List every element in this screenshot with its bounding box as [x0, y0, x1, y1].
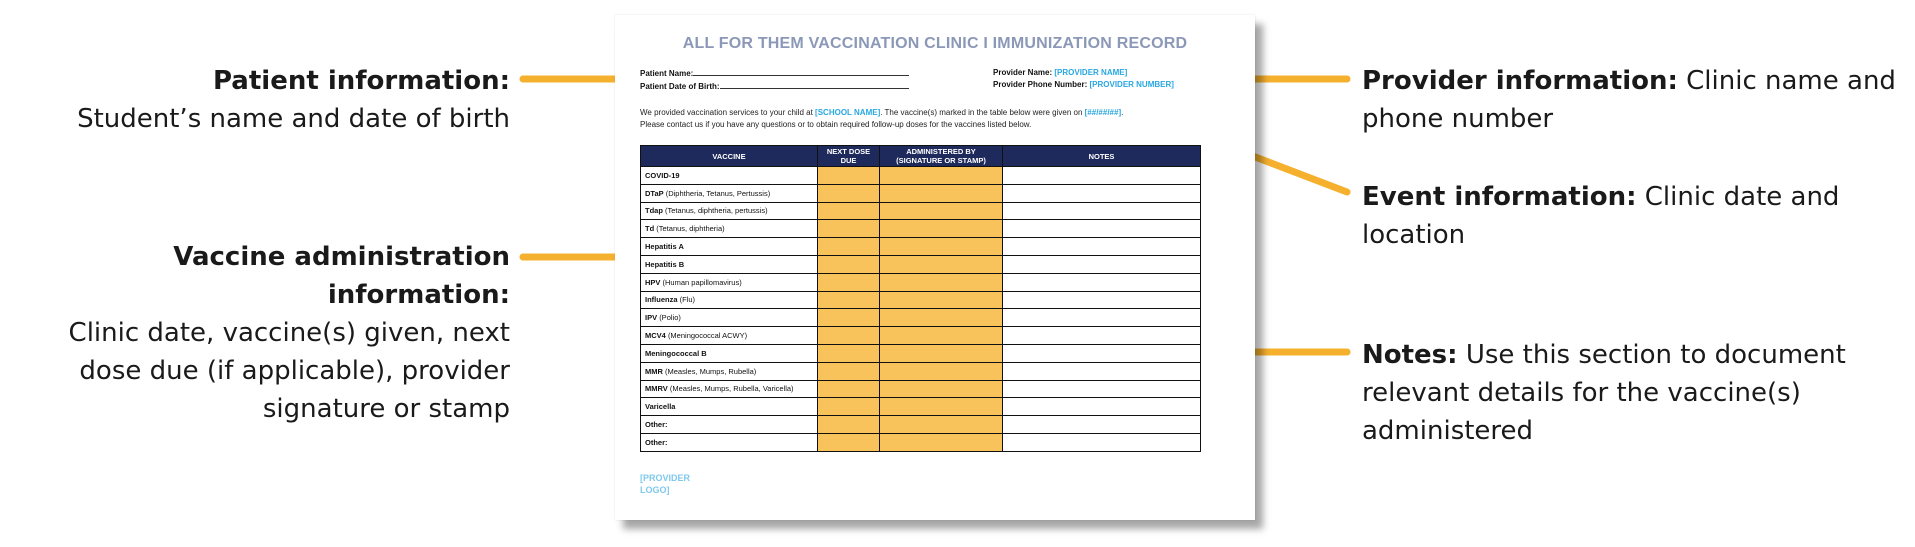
patient-info-heading: Patient information:	[212, 66, 510, 96]
provider-logo-placeholder	[640, 472, 690, 496]
table-row	[641, 184, 1201, 202]
table-row	[641, 327, 1201, 345]
provider-name-value: [PROVIDER NAME]	[1054, 68, 1128, 77]
next-dose-cell[interactable]	[818, 398, 880, 416]
notes-cell[interactable]	[1003, 184, 1201, 202]
patient-dob-field[interactable]	[720, 80, 909, 89]
event-info-heading: Event information:	[1362, 182, 1637, 212]
patient-name-label: Patient Name:	[640, 69, 694, 78]
patient-info-text: Student’s name and date of birth	[77, 104, 510, 134]
notes-cell[interactable]	[1003, 202, 1201, 220]
vaccine-name: Varicella	[645, 402, 676, 412]
vaccine-name: Tdap	[645, 206, 663, 216]
vaccine-name-cell	[641, 184, 818, 202]
document-title: ALL FOR THEM VACCINATION CLINIC I IMMUNIZATION RECORD	[682, 35, 1188, 52]
next-dose-cell[interactable]	[818, 380, 880, 398]
notes-cell[interactable]	[1003, 291, 1201, 309]
notes-cell[interactable]	[1003, 327, 1201, 345]
notes-cell[interactable]	[1003, 273, 1201, 291]
administered-by-cell[interactable]	[880, 433, 1003, 451]
vaccine-name-cell	[641, 167, 818, 185]
table-row	[641, 255, 1201, 273]
vaccine-name: COVID-19	[645, 170, 680, 180]
vaccine-name-cell	[641, 398, 818, 416]
administered-by-cell[interactable]	[880, 327, 1003, 345]
vaccine-name: Hepatitis B	[645, 259, 685, 269]
vaccine-name-cell	[641, 273, 818, 291]
vaccine-detail: (Measles, Mumps, Rubella, Varicella)	[669, 384, 794, 394]
administered-by-cell[interactable]	[880, 380, 1003, 398]
vaccine-name: Meningococcal B	[645, 348, 707, 358]
notes-text-3: administered	[1362, 416, 1534, 446]
provider-phone-value: [PROVIDER NUMBER]	[1089, 80, 1174, 89]
administered-by-cell[interactable]	[880, 273, 1003, 291]
event-info-text-2: location	[1362, 220, 1466, 250]
vaccine-name: MMRV	[645, 384, 668, 394]
patient-name-field[interactable]	[693, 67, 909, 76]
patient-dob-label: Patient Date of Birth:	[640, 82, 720, 91]
vaccine-name-cell	[641, 255, 818, 273]
table-row	[641, 398, 1201, 416]
next-dose-cell[interactable]	[818, 433, 880, 451]
next-dose-cell[interactable]	[818, 309, 880, 327]
notes-cell[interactable]	[1003, 309, 1201, 327]
notes-heading: Notes:	[1362, 340, 1458, 370]
vaccine-admin-heading: Vaccine administration information:	[173, 242, 510, 310]
vaccine-name: Influenza	[645, 295, 678, 305]
table-row	[641, 416, 1201, 434]
table-row	[641, 380, 1201, 398]
table-row	[641, 220, 1201, 238]
school-name: [SCHOOL NAME]	[815, 108, 881, 117]
provider-name-label: Provider Name:	[993, 68, 1053, 77]
next-dose-cell[interactable]	[818, 344, 880, 362]
vaccine-detail: (Human papillomavirus)	[662, 277, 742, 287]
header-admin-1: ADMINISTERED BY	[906, 147, 976, 156]
event-info-text: Clinic date and	[1644, 182, 1840, 212]
vaccine-name-cell	[641, 291, 818, 309]
vaccine-name: Other:	[645, 420, 668, 430]
administered-by-cell[interactable]	[880, 220, 1003, 238]
administered-by-cell[interactable]	[880, 167, 1003, 185]
vaccine-name-cell	[641, 202, 818, 220]
notes-cell[interactable]	[1003, 380, 1201, 398]
vaccine-name-cell	[641, 416, 818, 434]
administered-by-cell[interactable]	[880, 184, 1003, 202]
administered-by-cell[interactable]	[880, 202, 1003, 220]
administered-by-cell[interactable]	[880, 255, 1003, 273]
vaccine-name-cell	[641, 433, 818, 451]
next-dose-cell[interactable]	[818, 273, 880, 291]
administered-by-cell[interactable]	[880, 344, 1003, 362]
vaccine-admin-text-1: Clinic date, vaccine(s) given, next	[68, 318, 510, 348]
vaccine-name: HPV	[645, 277, 661, 287]
provider-info-text-2: phone number	[1362, 104, 1554, 134]
next-dose-cell[interactable]	[818, 184, 880, 202]
vaccine-name: IPV	[645, 313, 658, 323]
intro-text-2: . The vaccine(s) marked in the table below were given on	[880, 108, 1085, 117]
next-dose-cell[interactable]	[818, 202, 880, 220]
vaccine-name: MCV4	[645, 331, 666, 341]
administered-by-cell[interactable]	[880, 416, 1003, 434]
vaccine-detail: (Tetanus, diphtheria)	[656, 224, 725, 234]
vaccine-name-cell	[641, 327, 818, 345]
header-next-dose-2: DUE	[840, 156, 857, 165]
logo-line-2: LOGO]	[640, 485, 670, 495]
notes-cell[interactable]	[1003, 220, 1201, 238]
header-notes: NOTES	[1003, 146, 1201, 167]
immunization-record-document	[615, 15, 1255, 520]
next-dose-cell[interactable]	[818, 416, 880, 434]
vaccine-name: Td	[645, 224, 655, 234]
vaccine-detail: (Polio)	[659, 313, 681, 323]
provider-info-heading: Provider information:	[1362, 66, 1678, 96]
vaccine-name: Other:	[645, 437, 668, 447]
notes-cell[interactable]	[1003, 255, 1201, 273]
notes-cell[interactable]	[1003, 238, 1201, 256]
header-admin-2: (SIGNATURE OR STAMP)	[896, 156, 986, 165]
intro-text-3: .	[1121, 108, 1124, 117]
next-dose-cell[interactable]	[818, 255, 880, 273]
vaccine-name: Hepatitis A	[645, 242, 684, 252]
header-administered-by	[880, 146, 1003, 167]
vaccine-name-cell	[641, 344, 818, 362]
vaccine-detail: (Tetanus, diphtheria, pertussis)	[665, 206, 768, 216]
vaccine-detail: (Diphtheria, Tetanus, Pertussis)	[665, 188, 771, 198]
header-next-dose-1: NEXT DOSE	[826, 147, 871, 156]
next-dose-cell[interactable]	[818, 291, 880, 309]
logo-line-1: [PROVIDER	[640, 473, 691, 483]
vaccine-name-cell	[641, 309, 818, 327]
table-header-row	[641, 146, 1201, 167]
notes-cell[interactable]	[1003, 362, 1201, 380]
vaccine-table	[640, 145, 1201, 452]
provider-fields	[993, 67, 1174, 91]
header-next-dose	[818, 146, 880, 167]
notes-cell[interactable]	[1003, 167, 1201, 185]
intro-line-2: Please contact us if you have any questions or to obtain required follow-up doses for the vaccines listed below.	[640, 120, 1032, 129]
vaccine-detail: (Measles, Mumps, Rubella)	[665, 366, 757, 376]
clinic-date: [##/##/##]	[1084, 108, 1122, 117]
vaccine-detail: (Flu)	[679, 295, 696, 305]
next-dose-cell[interactable]	[818, 327, 880, 345]
next-dose-cell[interactable]	[818, 167, 880, 185]
notes-cell[interactable]	[1003, 398, 1201, 416]
administered-by-cell[interactable]	[880, 309, 1003, 327]
intro-paragraph	[640, 107, 1230, 131]
vaccine-admin-text-2: dose due (if applicable), provider	[79, 356, 510, 386]
vaccine-name-cell	[641, 362, 818, 380]
table-row	[641, 362, 1201, 380]
vaccine-name-cell	[641, 380, 818, 398]
table-row	[641, 273, 1201, 291]
vaccine-name-cell	[641, 220, 818, 238]
administered-by-cell[interactable]	[880, 291, 1003, 309]
notes-text: Use this section to document	[1465, 340, 1846, 370]
provider-phone-label: Provider Phone Number:	[993, 80, 1088, 89]
vaccine-name-cell	[641, 238, 818, 256]
vaccine-name: MMR	[645, 366, 663, 376]
table-row	[641, 167, 1201, 185]
vaccine-name: DTaP	[645, 188, 664, 198]
table-row	[641, 202, 1201, 220]
notes-cell[interactable]	[1003, 433, 1201, 451]
next-dose-cell[interactable]	[818, 238, 880, 256]
table-row	[641, 291, 1201, 309]
vaccine-table-body	[641, 167, 1201, 452]
administered-by-cell[interactable]	[880, 362, 1003, 380]
administered-by-cell[interactable]	[880, 398, 1003, 416]
vaccine-detail: (Meningococcal ACWY)	[667, 331, 748, 341]
intro-text-1: We provided vaccination services to your child at	[640, 108, 816, 117]
notes-text-2: relevant details for the vaccine(s)	[1362, 378, 1801, 408]
table-row	[641, 238, 1201, 256]
provider-info-text: Clinic name and	[1686, 66, 1896, 96]
header-vaccine: VACCINE	[641, 146, 818, 167]
table-row	[641, 433, 1201, 451]
administered-by-cell[interactable]	[880, 238, 1003, 256]
table-row	[641, 344, 1201, 362]
vaccine-admin-text-3: signature or stamp	[262, 394, 510, 424]
patient-fields	[640, 67, 909, 93]
table-row	[641, 309, 1201, 327]
notes-cell[interactable]	[1003, 416, 1201, 434]
next-dose-cell[interactable]	[818, 220, 880, 238]
notes-cell[interactable]	[1003, 344, 1201, 362]
next-dose-cell[interactable]	[818, 362, 880, 380]
